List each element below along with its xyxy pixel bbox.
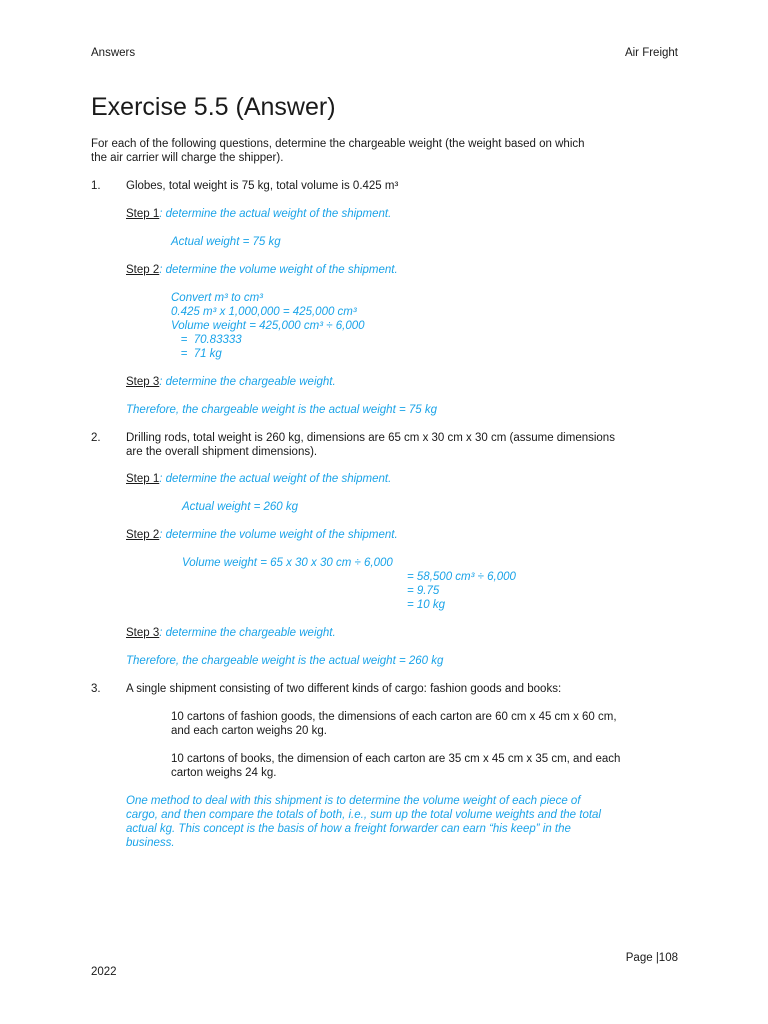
q2-therefore: Therefore, the chargeable weight is the actual weight = 260 kg <box>126 655 444 667</box>
q2-step3-text: : determine the chargeable weight. <box>159 627 336 639</box>
q2-calc-main: Volume weight = 65 x 30 x 30 cm ÷ 6,000 <box>182 557 393 569</box>
q1-actual-weight: Actual weight = 75 kg <box>171 236 281 248</box>
q2-step2 <box>126 528 398 542</box>
footer-year: 2022 <box>91 966 117 978</box>
q1-step2-label: Step 2 <box>126 264 160 276</box>
q3-number: 3. <box>91 683 101 695</box>
q3-fashion-line-2: and each carton weighs 20 kg. <box>171 725 327 737</box>
page-number: Page |108 <box>625 952 678 964</box>
q3-text: A single shipment consisting of two different kinds of cargo: fashion goods and books: <box>126 683 562 695</box>
q2-step3-label: Step 3 <box>126 627 160 639</box>
q1-step3-text: : determine the chargeable weight. <box>159 376 336 388</box>
q2-number: 2. <box>91 432 101 444</box>
q2-step2-text: : determine the volume weight of the shipment. <box>159 529 398 541</box>
q1-calc-3: Volume weight = 425,000 cm³ ÷ 6,000 <box>171 320 365 332</box>
q1-calc-2: 0.425 m³ x 1,000,000 = 425,000 cm³ <box>171 306 357 318</box>
q1-step2 <box>126 263 398 277</box>
intro-line-2: the air carrier will charge the shipper). <box>91 152 284 164</box>
q2-calc-1: = 58,500 cm³ ÷ 6,000 <box>407 571 516 583</box>
q1-step3 <box>126 375 336 389</box>
q1-step1-text: : determine the actual weight of the shipment. <box>159 208 392 220</box>
q1-therefore: Therefore, the chargeable weight is the actual weight = 75 kg <box>126 404 438 416</box>
q2-step1-label: Step 1 <box>126 473 160 485</box>
header-left: Answers <box>91 47 136 59</box>
q2-text-line-2: are the overall shipment dimensions). <box>126 446 318 458</box>
q2-step1 <box>126 472 391 486</box>
q2-step2-label: Step 2 <box>126 529 160 541</box>
q2-step3 <box>126 626 336 640</box>
q2-step1-text: : determine the actual weight of the shipment. <box>159 473 392 485</box>
q3-books-line-1: 10 cartons of books, the dimension of each carton are 35 cm x 45 cm x 35 cm, and each <box>171 753 621 765</box>
q2-actual-weight: Actual weight = 260 kg <box>182 501 299 513</box>
q3-method-line-4: business. <box>126 837 175 849</box>
q1-step1 <box>126 207 391 221</box>
q1-step1-label: Step 1 <box>126 208 160 220</box>
q1-number: 1. <box>91 180 101 192</box>
q1-text: Globes, total weight is 75 kg, total volume is 0.425 m³ <box>126 180 399 192</box>
header-right: Air Freight <box>624 47 678 59</box>
intro-line-1: For each of the following questions, determine the chargeable weight (the weight based on which <box>91 138 585 150</box>
q2-calc-3: = 10 kg <box>407 599 446 611</box>
q1-step2-text: : determine the volume weight of the shipment. <box>159 264 398 276</box>
q1-calc-1: Convert m³ to cm³ <box>171 292 264 304</box>
q3-books-line-2: carton weighs 24 kg. <box>171 767 277 779</box>
q3-fashion-line-1: 10 cartons of fashion goods, the dimensions of each carton are 60 cm x 45 cm x 60 cm, <box>171 711 617 723</box>
q1-calc-4: = 70.83333 <box>171 334 242 346</box>
q1-step3-label: Step 3 <box>126 376 160 388</box>
q3-method-line-3: actual kg. This concept is the basis of how a freight forwarder can earn “his keep” in the <box>126 823 571 835</box>
q3-method-line-1: One method to deal with this shipment is to determine the volume weight of each piece of <box>126 795 581 807</box>
page-title: Exercise 5.5 (Answer) <box>91 93 336 121</box>
q3-method-line-2: cargo, and then compare the totals of both, i.e., sum up the total volume weights and the total <box>126 809 601 821</box>
q2-text-line-1: Drilling rods, total weight is 260 kg, dimensions are 65 cm x 30 cm x 30 cm (assume dimensions <box>126 432 615 444</box>
q2-calc-2: = 9.75 <box>407 585 440 597</box>
q1-calc-5: = 71 kg <box>171 348 222 360</box>
